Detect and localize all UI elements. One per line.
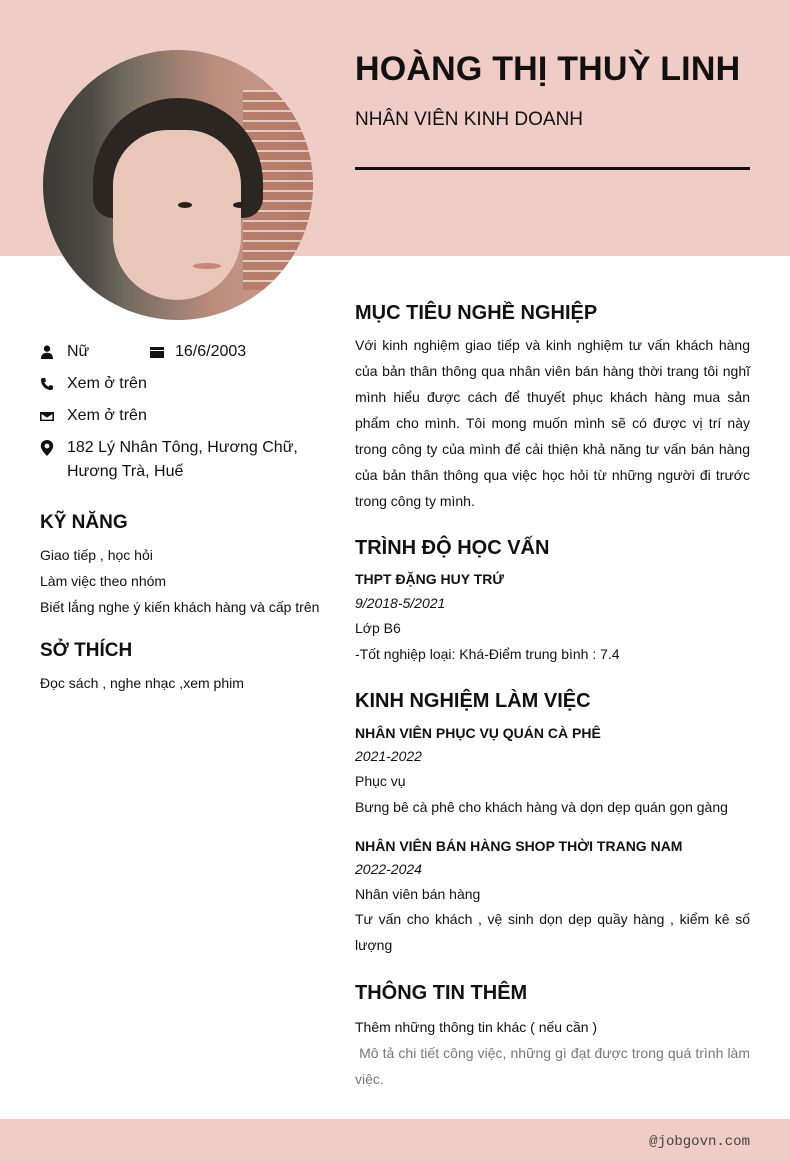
job-description: Tư vấn cho khách , vệ sinh dọn dẹp quầy hàng , kiểm kê số lượng bbox=[355, 911, 750, 953]
job-description: Bưng bê cà phê cho khách hàng và dọn dẹp quán gọn gàng bbox=[355, 799, 728, 815]
job-role: Phục vụ bbox=[355, 773, 406, 789]
school-name: THPT ĐẶNG HUY TRỨ bbox=[355, 571, 505, 587]
skill-item: Giao tiếp , học hỏi bbox=[40, 547, 153, 563]
job-period: 2021-2022 bbox=[355, 748, 422, 764]
header-divider bbox=[355, 167, 750, 170]
hobby-item: Đọc sách , nghe nhạc ,xem phim bbox=[40, 675, 244, 691]
candidate-name: HOÀNG THỊ THUỲ LINH bbox=[355, 50, 741, 88]
additional-heading: THÔNG TIN THÊM bbox=[355, 982, 528, 1004]
address-line-1: 182 Lý Nhân Tông, Hương Chữ, bbox=[67, 439, 298, 456]
job-position: NHÂN VIÊN PHỤC VỤ QUÁN CÀ PHÊ bbox=[355, 725, 601, 741]
photo-eye bbox=[233, 202, 247, 208]
objective-text: Với kinh nghiệm giao tiếp và kinh nghiệm tư vấn khách hàng của bản thân thông qua nhân viên bán hàng thời trang tôi nghĩ mình hiểu được cách để thuyết phục khách hàng mua sản phẩm cho mình. Tôi mong muốn mình sẽ có được vị trí này trong công ty của mình để cải thiện khả năng tư vấn bán hàng của bản thân thông qua việc học hỏi từ những người đi trước trong công ty mình. bbox=[355, 337, 750, 509]
additional-placeholder: Mô tả chi tiết công việc, những gì đạt được trong quá trình làm việc. bbox=[355, 1045, 754, 1087]
education-heading: TRÌNH ĐỘ HỌC VẤN bbox=[355, 537, 550, 559]
education-class: Lớp B6 bbox=[355, 620, 401, 636]
gender-row bbox=[40, 340, 89, 364]
gender-value: Nữ bbox=[67, 343, 90, 360]
skill-item: Biết lắng nghe ý kiến khách hàng và cấp trên bbox=[40, 599, 320, 615]
email-icon bbox=[40, 404, 67, 428]
photo-eye bbox=[178, 202, 192, 208]
objective-heading: MỤC TIÊU NGHỀ NGHIỆP bbox=[355, 302, 598, 324]
hobbies-heading: SỞ THÍCH bbox=[40, 640, 133, 661]
phone-icon bbox=[40, 372, 67, 396]
email-value: Xem ở trên bbox=[67, 407, 147, 424]
address-row bbox=[40, 436, 298, 484]
email-row bbox=[40, 404, 147, 428]
skills-heading: KỸ NĂNG bbox=[40, 512, 128, 533]
skill-item: Làm việc theo nhóm bbox=[40, 573, 167, 589]
job-position: NHÂN VIÊN BÁN HÀNG SHOP THỜI TRANG NAM bbox=[355, 838, 683, 854]
photo-mouth bbox=[193, 263, 221, 269]
phone-row bbox=[40, 372, 147, 396]
phone-value: Xem ở trên bbox=[67, 375, 147, 392]
job-period: 2022-2024 bbox=[355, 861, 422, 877]
footer-watermark: @jobgovn.com bbox=[649, 1134, 750, 1150]
address-value bbox=[67, 436, 298, 484]
address-line-2: Hương Trà, Huế bbox=[67, 463, 184, 480]
person-icon bbox=[40, 340, 67, 364]
education-result: -Tốt nghiệp loại: Khá-Điểm trung bình : 7.4 bbox=[355, 646, 620, 662]
job-role: Nhân viên bán hàng bbox=[355, 886, 481, 902]
photo-face bbox=[113, 130, 241, 300]
birthday-value: 16/6/2003 bbox=[175, 343, 247, 360]
additional-subheading: Thêm những thông tin khác ( nếu cần ) bbox=[355, 1019, 598, 1035]
calendar-icon bbox=[150, 340, 175, 364]
location-pin-icon bbox=[40, 436, 67, 460]
profile-photo bbox=[43, 50, 313, 320]
experience-heading: KINH NGHIỆM LÀM VIỆC bbox=[355, 690, 591, 712]
birthday-row bbox=[150, 340, 246, 364]
candidate-role: NHÂN VIÊN KINH DOANH bbox=[355, 109, 584, 130]
education-period: 9/2018-5/2021 bbox=[355, 595, 446, 611]
